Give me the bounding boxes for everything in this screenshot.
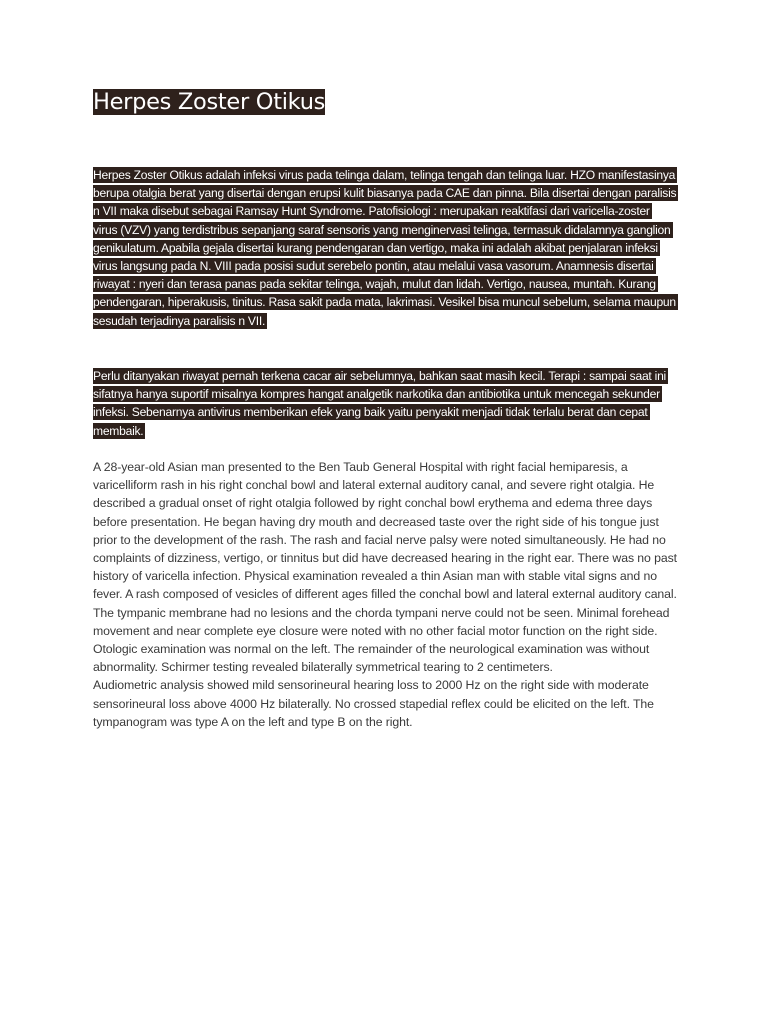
paragraph-therapy <box>93 367 677 440</box>
document-title <box>93 88 325 116</box>
case-report <box>93 458 677 731</box>
paragraph-therapy-text: Perlu ditanyakan riwayat pernah terkena cacar air sebelumnya, bahkan saat masih kecil. Terapi : sampai saat ini sifatnya hanya suportif misalnya kompres hangat analgetik narkotika dan antibiotika untuk mencegah sekunder infeksi. Sebenarnya antivirus memberikan efek yang baik yaitu penyakit menjadi tidak terlalu berat dan cepat membaik. <box>93 369 666 438</box>
paragraph-definition-text: Herpes Zoster Otikus adalah infeksi virus pada telinga dalam, telinga tengah dan telinga luar. HZO manifestasinya berupa otalgia berat yang disertai dengan erupsi kulit biasanya pada CAE dan pinna. Bila disertai dengan paralisis n VII maka disebut sebagai Ramsay Hunt Syndrome. Patofisiologi : merupakan reaktifasi dari varicella-zoster virus (VZV) yang terdistribus sepanjang saraf sensoris yang menginervasi telinga, termasuk didalamnya ganglion genikulatum. Apabila gejala disertai kurang pendengaran dan vertigo, maka ini adalah akibat penjalaran infeksi virus langsung pada N. VIII pada posisi sudut serebelo pontin, atau melalui vasa vasorum. Anamnesis disertai riwayat : nyeri dan terasa panas pada sekitar telinga, wajah, mulut dan lidah. Vertigo, nausea, muntah. Kurang pendengaran, hiperakusis, tinitus. Rasa sakit pada mata, lakrimasi. Vesikel bisa muncul sebelum, selama maupun sesudah terjadinya paralisis n VII. <box>93 168 677 328</box>
paragraph-case-history: A 28-year-old Asian man presented to the Ben Taub General Hospital with right facial hemiparesis, a varicelliform rash in his right conchal bowl and lateral external auditory canal, and severe right otalgia. He described a gradual onset of right otalgia followed by right conchal bowl erythema and edema three days before presentation. He began having dry mouth and decreased taste over the right side of his tongue just prior to the development of the rash. The rash and facial nerve palsy were noted simultaneously. He had no complaints of dizziness, vertigo, or tinnitus but did have decreased hearing in the right ear. There was no past history of varicella infection. Physical examination revealed a thin Asian man with stable vital signs and no fever. A rash composed of vesicles of different ages filled the conchal bowl and lateral external auditory canal. The tympanic membrane had no lesions and the chorda tympani nerve could not be seen. Minimal forehead movement and near complete eye closure were noted with no other facial motor function on the right side. Otologic examination was normal on the left. The remainder of the neurological examination was without abnormality. Schirmer testing revealed bilaterally symmetrical tearing to 2 centimeters. <box>93 460 677 675</box>
paragraph-audiometry: Audiometric analysis showed mild sensorineural hearing loss to 2000 Hz on the right side with moderate sensorineural loss above 4000 Hz bilaterally. No crossed stapedial reflex could be elicited on the left. The tympanogram was type A on the left and type B on the right. <box>93 678 654 729</box>
paragraph-definition <box>93 166 677 330</box>
document-title-text: Herpes Zoster Otikus <box>93 89 326 115</box>
